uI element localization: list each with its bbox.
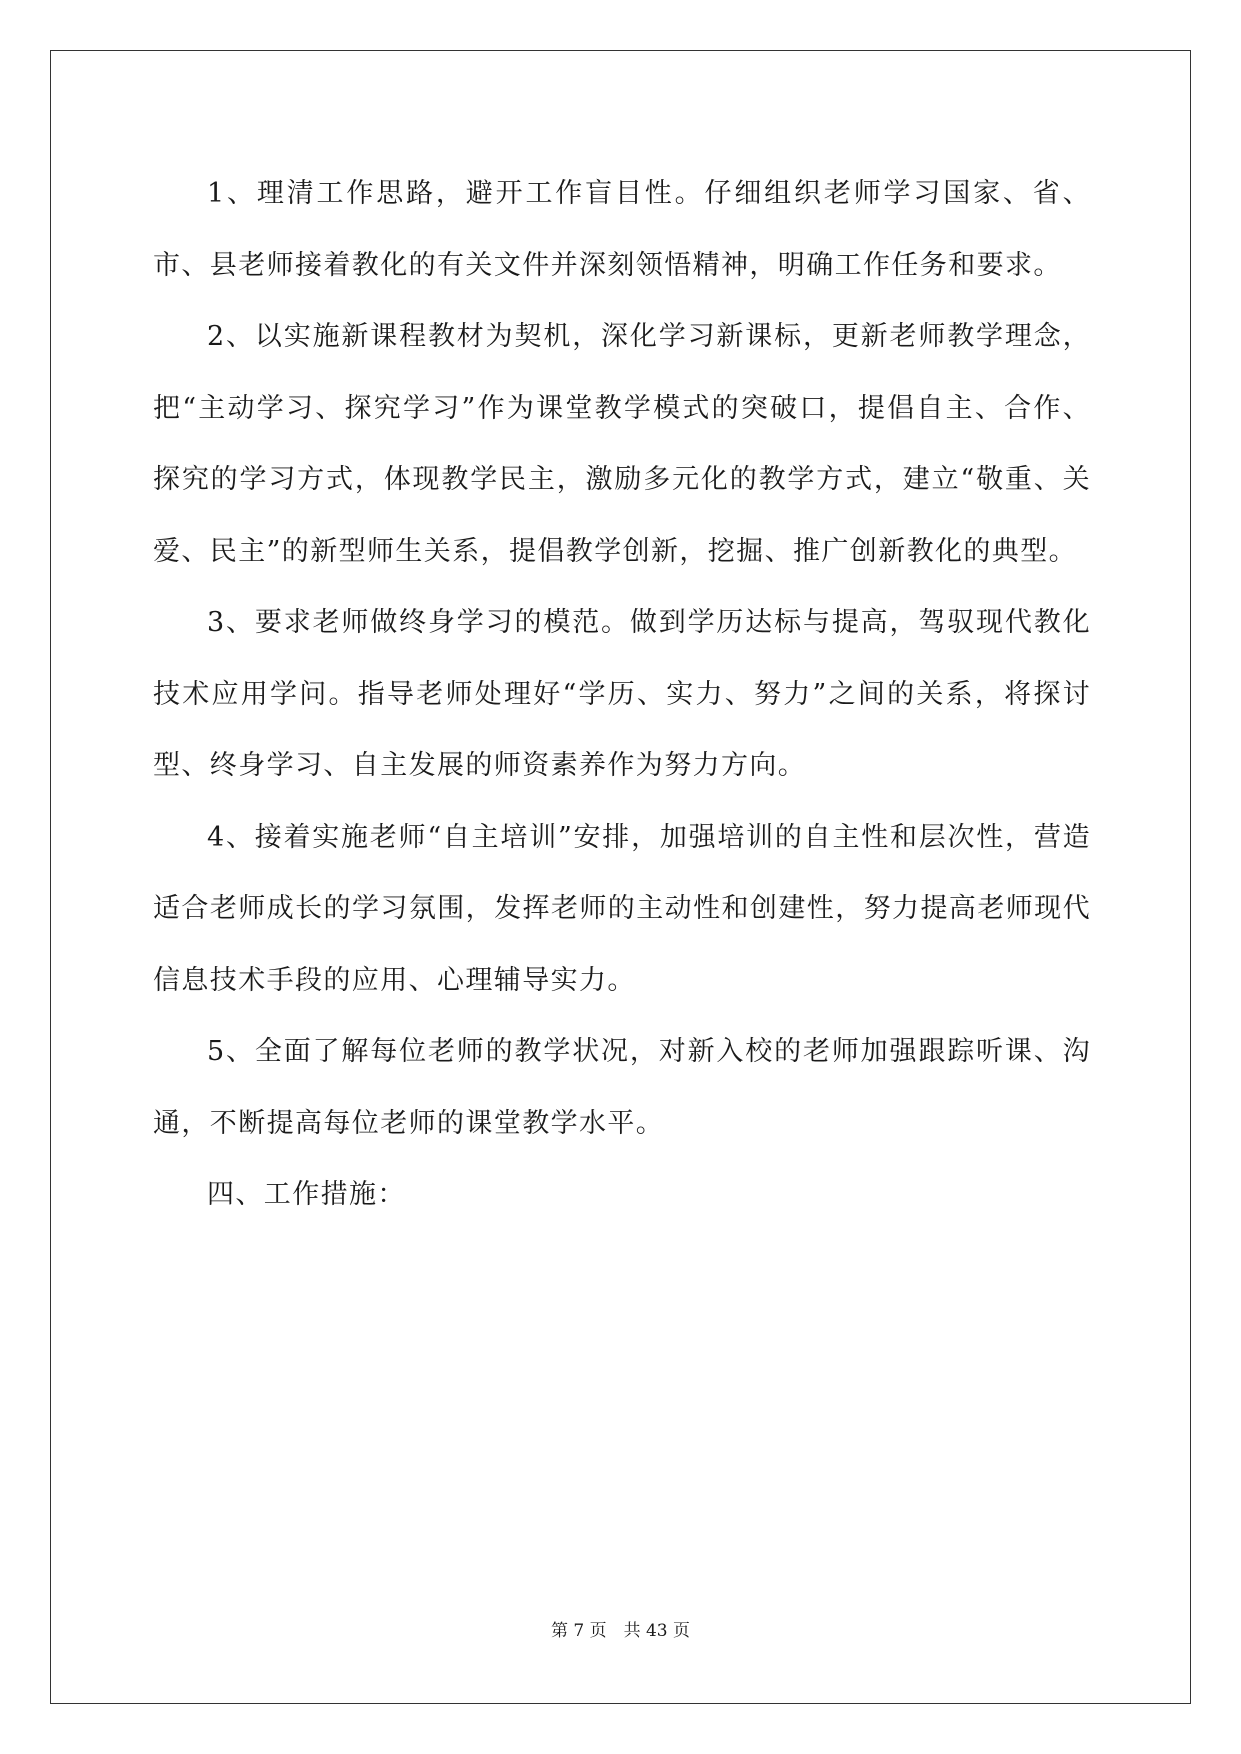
- paragraph-2: 2、以实施新课程教材为契机，深化学习新课标，更新老师教学理念，把“主动学习、探究学习”作为课堂教学模式的突破口，提倡自主、合作、探究的学习方式，体现教学民主，激励多元化的教学方式，建立“敬重、关爱、民主”的新型师生关系，提倡教学创新，挖掘、推广创新教化的典型。: [153, 321, 1091, 567]
- section-heading: 四、工作措施：: [207, 1179, 406, 1210]
- page-number-footer: 第 7 页 共 43 页: [550, 1621, 691, 1641]
- document-body: [153, 158, 1091, 1231]
- paragraph-1: 1、理清工作思路，避开工作盲目性。仔细组织老师学习国家、省、市、县老师接着教化的有关文件并深刻领悟精神，明确工作任务和要求。: [153, 178, 1091, 281]
- paragraph-3: 3、要求老师做终身学习的模范。做到学历达标与提高，驾驭现代教化技术应用学问。指导老师处理好“学历、实力、努力”之间的关系，将探讨型、终身学习、自主发展的师资素养作为努力方向。: [153, 607, 1091, 781]
- paragraph-4: 4、接着实施老师“自主培训”安排，加强培训的自主性和层次性，营造适合老师成长的学习氛围，发挥老师的主动性和创建性，努力提高老师现代信息技术手段的应用、心理辅导实力。: [153, 821, 1091, 996]
- paragraph-5: 5、全面了解每位老师的教学状况，对新入校的老师加强跟踪听课、沟通，不断提高每位老师的课堂教学水平。: [153, 1036, 1091, 1139]
